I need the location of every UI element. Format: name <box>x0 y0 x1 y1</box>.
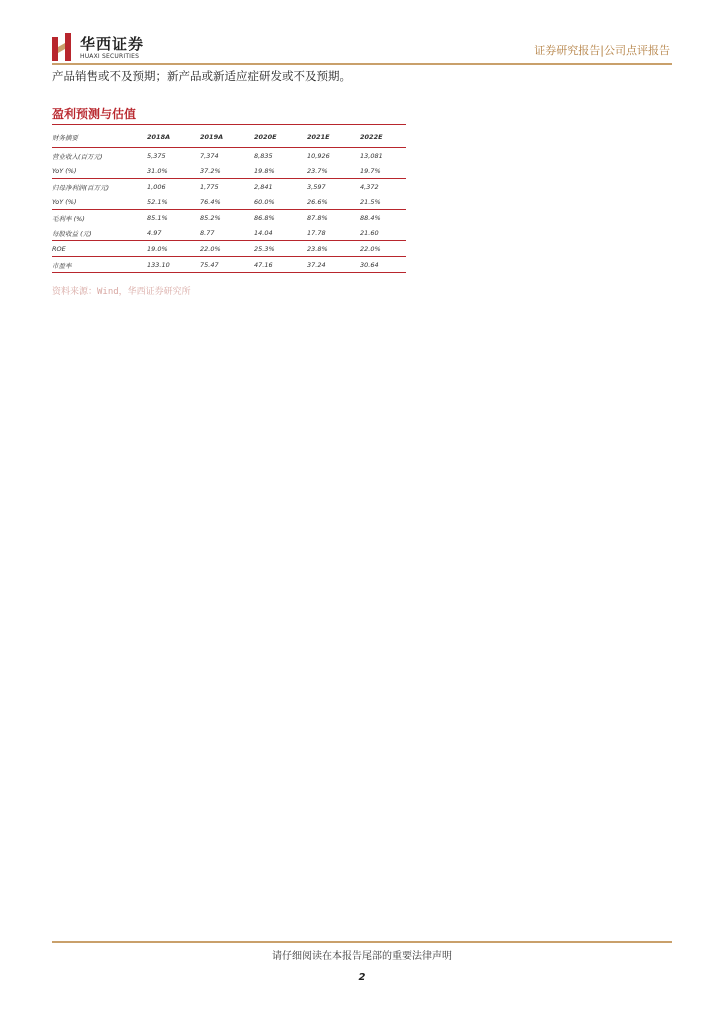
table-cell: 25.3% <box>254 245 275 253</box>
table-cell: 31.0% <box>147 167 168 175</box>
table-header-cell: 财务摘要 <box>52 134 78 142</box>
table-cell: 2,841 <box>254 183 273 191</box>
table-cell: 37.24 <box>307 261 326 269</box>
table-header-cell: 2019A <box>200 133 224 141</box>
table-row-label: YoY (%) <box>52 167 77 175</box>
table-cell: 19.8% <box>254 167 275 175</box>
table-cell: 88.4% <box>360 214 381 222</box>
table-row <box>52 225 406 241</box>
table-row-label: 营业收入(百万元) <box>52 153 103 161</box>
section-title: 盈利预测与估值 <box>52 107 137 121</box>
table-cell: 1,006 <box>147 183 166 191</box>
huaxi-logo <box>52 33 172 63</box>
table-row <box>52 179 406 194</box>
table-row-label: 毛利率 (%) <box>52 215 85 223</box>
risk-warning-text: 产品销售或不及预期；新产品或新适应症研发或不及预期。 <box>52 69 351 83</box>
table-cell: 14.04 <box>254 229 273 237</box>
table-row <box>52 210 406 225</box>
table-cell: 60.0% <box>254 198 275 206</box>
footer-divider <box>52 941 672 943</box>
table-source-note: 资料来源：Wind，华西证券研究所 <box>52 287 191 297</box>
table-row-label: ROE <box>52 245 66 253</box>
table-cell: 133.10 <box>147 261 170 269</box>
table-row <box>52 163 406 179</box>
table-cell: 4,372 <box>360 183 379 191</box>
table-cell: 8,835 <box>254 152 273 160</box>
table-cell: 1,775 <box>200 183 219 191</box>
table-row <box>52 241 406 257</box>
logo-english-name: HUAXI SECURITIES <box>80 53 140 60</box>
table-cell: 10,926 <box>307 152 330 160</box>
table-header-cell: 2018A <box>147 133 171 141</box>
table-header-cell: 2021E <box>307 133 330 141</box>
table-row-label: 归母净利润(百万元) <box>52 184 110 192</box>
legal-disclaimer: 请仔细阅读在本报告尾部的重要法律声明 <box>272 951 452 962</box>
table-cell: 8.77 <box>200 229 215 237</box>
table-cell: 5,375 <box>147 152 166 160</box>
table-cell: 21.5% <box>360 198 381 206</box>
table-cell: 23.8% <box>307 245 328 253</box>
table-cell: 21.60 <box>360 229 379 237</box>
table-cell: 23.7% <box>307 167 328 175</box>
table-cell: 26.6% <box>307 198 328 206</box>
report-type-label: 证券研究报告|公司点评报告 <box>534 44 670 57</box>
logo-chinese-name: 华西证券 <box>80 35 145 53</box>
table-cell: 47.16 <box>254 261 273 269</box>
table-cell: 7,374 <box>200 152 219 160</box>
table-cell: 13,081 <box>360 152 383 160</box>
table-row <box>52 148 406 163</box>
header-divider <box>52 63 672 65</box>
table-row <box>52 194 406 210</box>
table-cell: 85.2% <box>200 214 221 222</box>
table-cell: 22.0% <box>360 245 381 253</box>
table-cell: 19.7% <box>360 167 381 175</box>
table-cell: 52.1% <box>147 198 168 206</box>
table-cell: 3,597 <box>307 183 326 191</box>
table-row-label: 市盈率 <box>52 262 72 270</box>
table-cell: 4.97 <box>147 229 162 237</box>
table-header-cell: 2022E <box>360 133 383 141</box>
financial-summary-table <box>52 124 406 273</box>
table-row-label: YoY (%) <box>52 198 77 206</box>
table-cell: 30.64 <box>360 261 379 269</box>
table-row <box>52 257 406 272</box>
table-cell: 22.0% <box>200 245 221 253</box>
table-cell: 76.4% <box>200 198 221 206</box>
table-row-label: 每股收益 (元) <box>52 230 92 238</box>
table-cell: 75.47 <box>200 261 219 269</box>
table-cell: 87.8% <box>307 214 328 222</box>
page-number: 2 <box>358 972 366 983</box>
table-cell: 85.1% <box>147 214 168 222</box>
huaxi-logo-icon <box>52 33 74 61</box>
table-header-row <box>52 125 406 148</box>
table-cell: 17.78 <box>307 229 326 237</box>
table-header-cell: 2020E <box>254 133 277 141</box>
table-cell: 86.8% <box>254 214 275 222</box>
table-cell: 37.2% <box>200 167 221 175</box>
table-cell: 19.0% <box>147 245 168 253</box>
